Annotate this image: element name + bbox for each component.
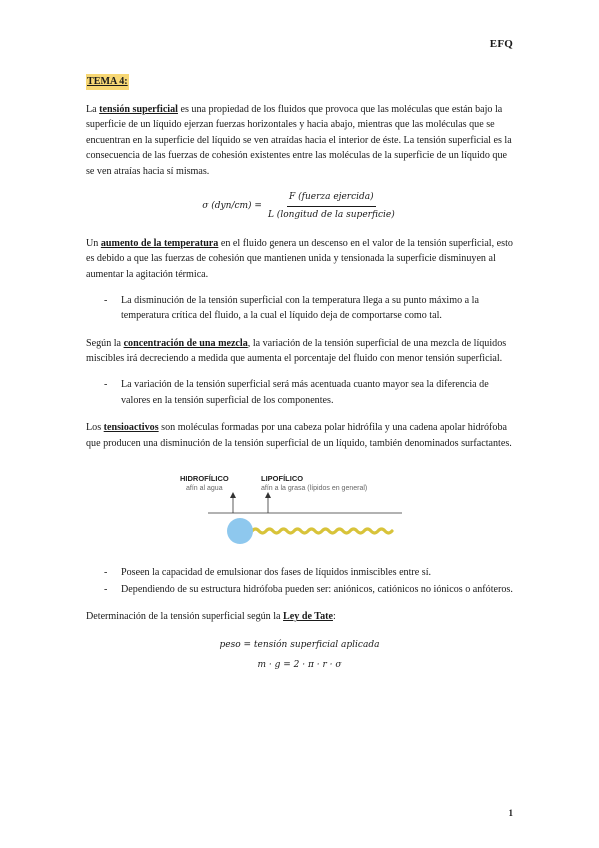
list-item: - La disminución de la tensión superficial con la temperatura llega a su punto máximo a la temperatura crítica del fluido, a la cual el líquido deja de comportarse como tal. bbox=[86, 293, 513, 324]
keyword-tate-law: Ley de Tate bbox=[283, 611, 333, 623]
section-title: TEMA 4: bbox=[86, 74, 129, 90]
lipophilic-sublabel: afín a la grasa (lípidos en general) bbox=[261, 485, 368, 493]
keyword-concentration: concentración de una mezcla bbox=[123, 337, 248, 349]
paragraph-surface-tension bbox=[86, 102, 513, 180]
p1-pre: La bbox=[86, 103, 100, 115]
paragraph-surfactants bbox=[86, 420, 513, 451]
surfactant-molecule-graphic bbox=[86, 461, 513, 561]
paragraph-tate-law bbox=[86, 609, 513, 625]
page-number: 1 bbox=[508, 808, 513, 818]
list-temperature bbox=[86, 293, 513, 324]
document-body bbox=[86, 74, 513, 675]
hydrophobic-tail bbox=[252, 529, 392, 533]
paragraph-concentration bbox=[86, 336, 513, 367]
formula-denominator: L (longitud de la superficie) bbox=[267, 210, 395, 221]
formula-weight: peso = tensión superficial aplicada bbox=[219, 640, 380, 651]
hydrophilic-sublabel: afín al agua bbox=[186, 485, 223, 493]
paragraph-temperature bbox=[86, 236, 513, 283]
list-item: - Poseen la capacidad de emulsionar dos fases de líquidos inmiscibles entre sí. bbox=[86, 565, 513, 581]
list-surfactant-properties bbox=[86, 565, 513, 597]
surfactant-diagram bbox=[86, 461, 513, 561]
p2-post: en el fluido genera un descenso en el valor de la tensión superficial, esto es debido a que las fuerzas de cohesión que mantienen unida y tensionada la superficie disminuyen al aumentar la agitación térmica. bbox=[86, 237, 513, 280]
p3-pre: Según la bbox=[86, 337, 124, 349]
keyword-surface-tension: tensión superficial bbox=[99, 103, 178, 115]
hydrophilic-label: HIDROFÍLICO bbox=[180, 474, 229, 484]
formula-lhs: σ (dyn/cm) = bbox=[202, 200, 262, 211]
hydrophilic-head bbox=[227, 518, 253, 544]
formula-tate: m · g = 2 · π · r · σ bbox=[257, 660, 342, 671]
p5-post: : bbox=[332, 611, 336, 623]
list-item: - La variación de la tensión superficial será más acentuada cuanto mayor sea la diferencia de valores en la tensión superficial de los componentes. bbox=[86, 377, 513, 408]
p5-pre: Determinación de la tensión superficial según la bbox=[86, 611, 284, 623]
document-header: EFQ bbox=[489, 38, 513, 50]
formula-sigma bbox=[86, 190, 513, 224]
p4-post: son moléculas formadas por una cabeza polar hidrófila y una cadena apolar hidrófoba que producen una disminución de la tensión superficial de un líquido, también denominados surfactantes. bbox=[86, 422, 512, 449]
lipophilic-arrowhead bbox=[265, 492, 271, 498]
lipophilic-label: LIPOFÍLICO bbox=[261, 474, 304, 484]
keyword-surfactants: tensioactivos bbox=[103, 422, 159, 434]
hydrophilic-arrowhead bbox=[230, 492, 236, 498]
keyword-temperature: aumento de la temperatura bbox=[100, 237, 219, 249]
list-concentration bbox=[86, 377, 513, 408]
formula-fraction bbox=[266, 190, 397, 224]
p3-post: , la variación de la tensión superficial de una mezcla de líquidos miscibles irá decreciendo a medida que aumenta el porcentaje del fluido con menor tensión superficial. bbox=[86, 337, 507, 365]
p4-pre: Los bbox=[86, 422, 104, 434]
formula-numerator: F (fuerza ejercida) bbox=[287, 190, 376, 208]
p1-post: es una propiedad de los fluidos que provoca que las moléculas que están bajo la superficie de un líquido ejerzan fuerzas horizontales y hacia abajo, mientras que las moléculas que se encuentran en la superficie del líquido se ven atraídas hacia el interior de éste. La tensión superficial es la consecuencia de las fuerzas de cohesión existentes entre las moléculas de la superficie de un líquido que se ven atraías hacia sí mismas. bbox=[86, 103, 512, 177]
list-item: - Dependiendo de su estructura hidrófoba pueden ser: aniónicos, catiónicos no iónicos o anfóteros. bbox=[86, 582, 513, 598]
p2-pre: Un bbox=[86, 237, 101, 249]
